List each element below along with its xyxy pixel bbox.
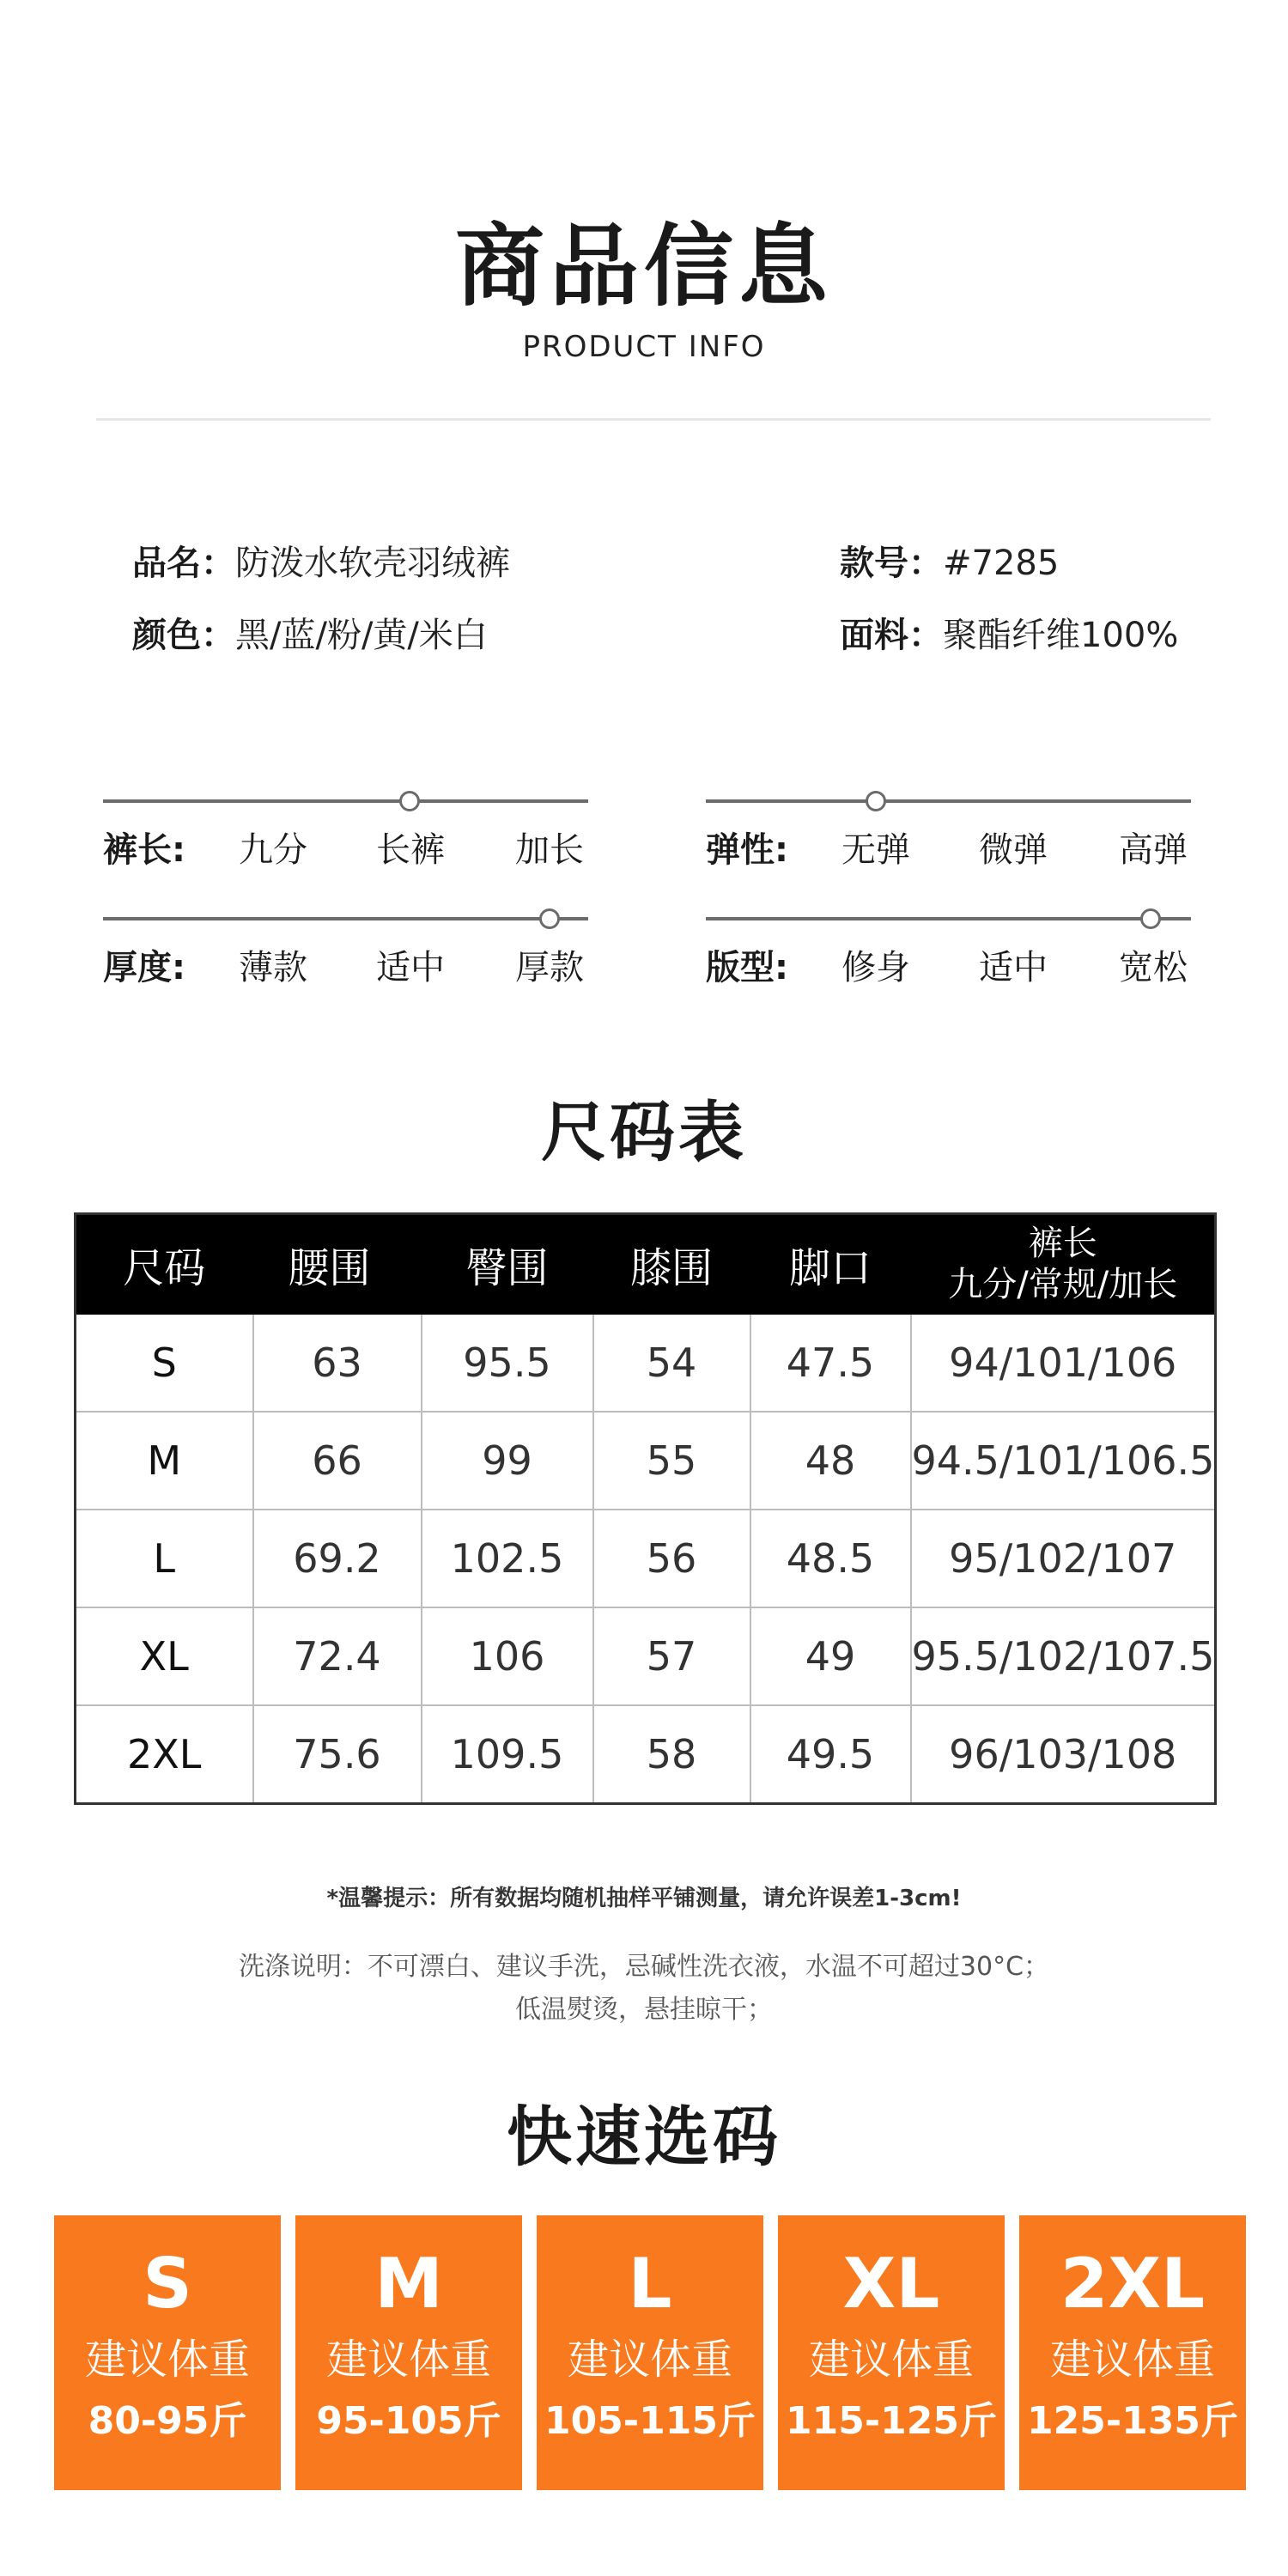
size-card-2xl xyxy=(1019,2215,1246,2490)
card-size: S xyxy=(143,2244,192,2324)
size-card-l xyxy=(537,2215,763,2490)
cell-hip: 102.5 xyxy=(422,1510,593,1607)
thickness-option-2: 适中 xyxy=(376,948,445,987)
elasticity-slider-track xyxy=(706,799,1191,803)
card-weight-range: 105-115斤 xyxy=(544,2399,756,2443)
wash-instructions-line2: 低温熨烫，悬挂晾干； xyxy=(515,1995,773,2025)
size-chart-title: 尺码表 xyxy=(541,1094,747,1170)
size-card-s xyxy=(54,2215,281,2490)
cell-knee: 55 xyxy=(593,1412,750,1510)
card-label: 建议体重 xyxy=(567,2336,732,2384)
card-size: L xyxy=(628,2244,672,2324)
length-option-3: 加长 xyxy=(515,830,584,870)
cell-waist: 75.6 xyxy=(253,1705,422,1804)
elasticity-option-2: 微弹 xyxy=(979,830,1048,870)
thickness-slider-knob xyxy=(539,908,560,929)
measurement-tip: *温馨提示：所有数据均随机抽样平铺测量，请允许误差1-3cm! xyxy=(326,1886,962,1911)
header-waist: 腰围 xyxy=(253,1214,422,1315)
wash-instructions-line1: 洗涤说明：不可漂白、建议手洗，忌碱性洗衣液，水温不可超过30°C； xyxy=(238,1952,1050,1982)
table-row xyxy=(76,1607,1216,1705)
style-number-value: #7285 xyxy=(943,544,1060,583)
header-length-line2: 九分/常规/加长 xyxy=(948,1265,1178,1304)
product-name-value: 防泼水软壳羽绒裤 xyxy=(235,544,510,583)
cell-hem: 48 xyxy=(750,1412,911,1510)
card-label: 建议体重 xyxy=(808,2336,974,2384)
header-length xyxy=(911,1214,1216,1315)
thickness-label: 厚度: xyxy=(103,948,185,987)
card-weight-range: 115-125斤 xyxy=(786,2399,997,2443)
header-knee: 膝围 xyxy=(593,1214,750,1315)
cell-length: 95/102/107 xyxy=(911,1510,1216,1607)
style-number-row xyxy=(840,543,1059,584)
fabric-value: 聚酯纤维100% xyxy=(943,616,1179,655)
cell-waist: 66 xyxy=(253,1412,422,1510)
card-size: M xyxy=(374,2244,443,2324)
cell-length: 94/101/106 xyxy=(911,1314,1216,1412)
length-option-1: 九分 xyxy=(239,830,307,870)
style-number-label: 款号： xyxy=(840,544,943,583)
card-weight-range: 80-95斤 xyxy=(88,2399,247,2443)
elasticity-slider-knob xyxy=(866,791,886,811)
cell-waist: 69.2 xyxy=(253,1510,422,1607)
cell-hip: 99 xyxy=(422,1412,593,1510)
table-row xyxy=(76,1705,1216,1804)
card-size: XL xyxy=(842,2244,940,2324)
fit-option-2: 适中 xyxy=(979,948,1048,987)
fit-slider-track xyxy=(706,917,1191,920)
card-label: 建议体重 xyxy=(325,2336,491,2384)
header-length-line1: 裤长 xyxy=(1028,1224,1097,1263)
header-divider xyxy=(96,418,1211,421)
header-hem: 脚口 xyxy=(750,1214,911,1315)
cell-size: XL xyxy=(76,1607,253,1705)
header-size: 尺码 xyxy=(76,1214,253,1315)
length-option-2: 长裤 xyxy=(376,830,445,870)
fabric-row xyxy=(840,615,1178,656)
card-size: 2XL xyxy=(1060,2244,1206,2324)
product-name-label: 品名： xyxy=(132,544,235,583)
size-card-m xyxy=(295,2215,522,2490)
cell-length: 94.5/101/106.5 xyxy=(911,1412,1216,1510)
fit-label: 版型: xyxy=(706,948,788,987)
cell-length: 95.5/102/107.5 xyxy=(911,1607,1216,1705)
table-row xyxy=(76,1510,1216,1607)
cell-waist: 63 xyxy=(253,1314,422,1412)
cell-hem: 48.5 xyxy=(750,1510,911,1607)
cell-hip: 109.5 xyxy=(422,1705,593,1804)
header-hip: 臀围 xyxy=(422,1214,593,1315)
cell-knee: 57 xyxy=(593,1607,750,1705)
table-row xyxy=(76,1314,1216,1412)
elasticity-option-3: 高弹 xyxy=(1119,830,1188,870)
cell-waist: 72.4 xyxy=(253,1607,422,1705)
thickness-option-3: 厚款 xyxy=(515,948,584,987)
cell-knee: 54 xyxy=(593,1314,750,1412)
size-table-header xyxy=(76,1214,1216,1315)
elasticity-option-1: 无弹 xyxy=(841,830,910,870)
color-label: 颜色： xyxy=(132,616,235,655)
cell-hem: 47.5 xyxy=(750,1314,911,1412)
table-row xyxy=(76,1412,1216,1510)
fabric-label: 面料： xyxy=(840,616,943,655)
cell-hem: 49 xyxy=(750,1607,911,1705)
cell-size: M xyxy=(76,1412,253,1510)
card-weight-range: 95-105斤 xyxy=(316,2399,501,2443)
cell-size: L xyxy=(76,1510,253,1607)
length-label: 裤长: xyxy=(103,830,185,870)
color-value: 黑/蓝/粉/黄/米白 xyxy=(235,616,488,655)
cell-hip: 95.5 xyxy=(422,1314,593,1412)
fit-option-3: 宽松 xyxy=(1119,948,1188,987)
fit-slider-knob xyxy=(1140,908,1161,929)
length-slider-track xyxy=(103,799,588,803)
elasticity-label: 弹性: xyxy=(706,830,788,870)
color-row xyxy=(132,615,488,656)
fit-option-1: 修身 xyxy=(841,948,910,987)
thickness-option-1: 薄款 xyxy=(239,948,307,987)
page-subtitle: PRODUCT INFO xyxy=(522,330,766,364)
cell-length: 96/103/108 xyxy=(911,1705,1216,1804)
cell-hem: 49.5 xyxy=(750,1705,911,1804)
length-slider-knob xyxy=(399,791,420,811)
cell-knee: 58 xyxy=(593,1705,750,1804)
card-label: 建议体重 xyxy=(84,2336,250,2384)
cell-size: S xyxy=(76,1314,253,1412)
quick-select-title: 快速选码 xyxy=(507,2099,781,2175)
size-table xyxy=(74,1212,1217,1805)
cell-hip: 106 xyxy=(422,1607,593,1705)
page-title: 商品信息 xyxy=(454,214,833,319)
cell-size: 2XL xyxy=(76,1705,253,1804)
product-name-row xyxy=(132,543,510,584)
cell-knee: 56 xyxy=(593,1510,750,1607)
thickness-slider-track xyxy=(103,917,588,920)
card-weight-range: 125-135斤 xyxy=(1027,2399,1238,2443)
size-card-xl xyxy=(778,2215,1005,2490)
card-label: 建议体重 xyxy=(1049,2336,1215,2384)
